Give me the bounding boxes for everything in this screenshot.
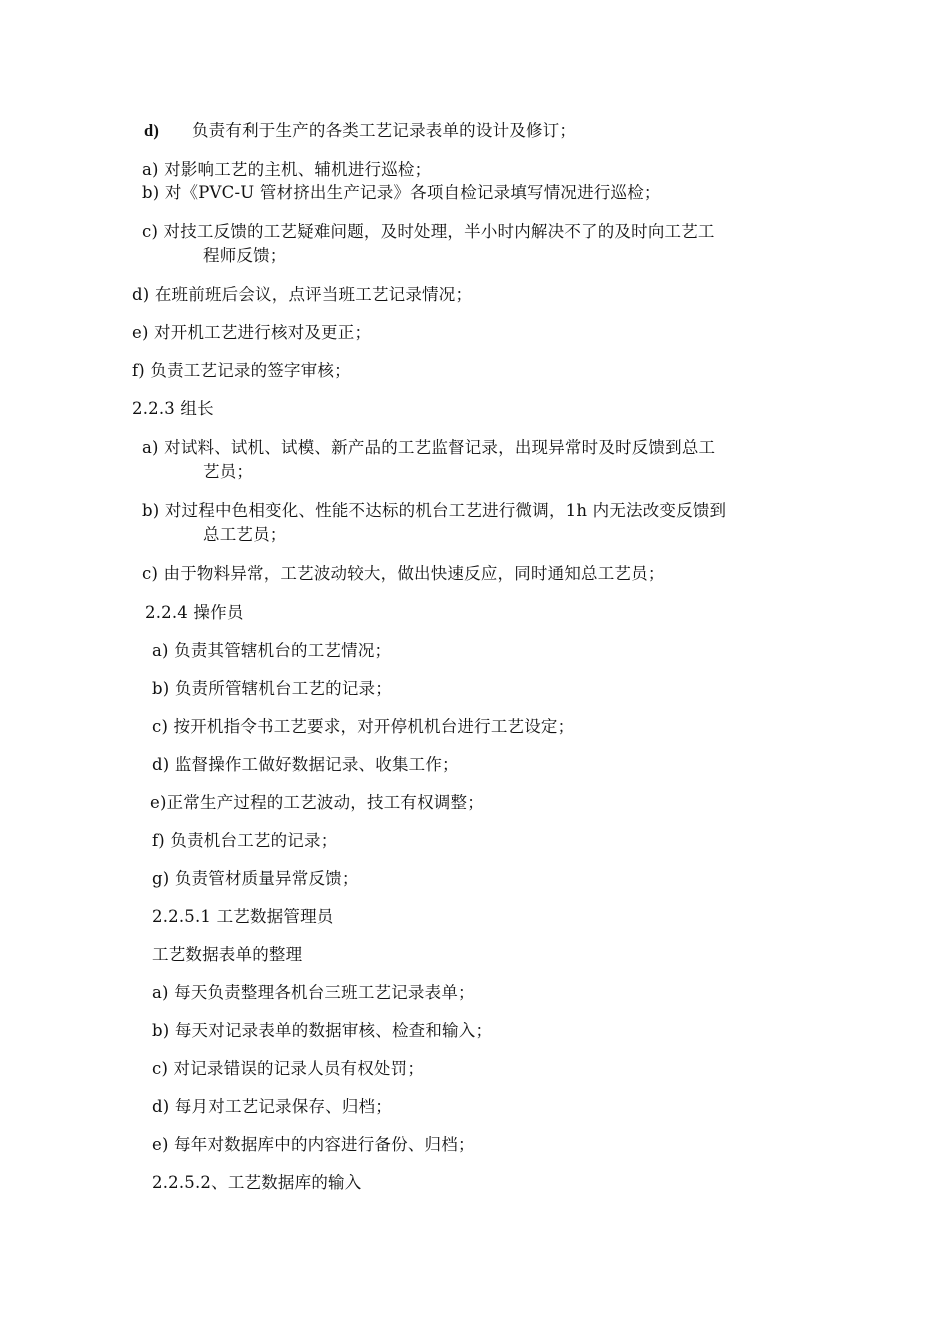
list-item: a) 对影响工艺的主机、辅机进行巡检； (142, 160, 432, 179)
list-item: a) 对试料、试机、试模、新产品的工艺监督记录，出现异常时及时反馈到总工 (142, 438, 716, 457)
list-item: e)正常生产过程的工艺波动，技工有权调整； (150, 793, 484, 812)
list-item: d) 监督操作工做好数据记录、收集工作； (152, 755, 459, 774)
section-heading: 2.2.5.1 工艺数据管理员 (152, 907, 334, 926)
list-item: b) 对过程中色相变化、性能不达标的机台工艺进行微调，1h 内无法改变反馈到 (142, 501, 727, 520)
section-heading: 2.2.4 操作员 (145, 603, 244, 622)
list-item-continuation: 总工艺员； (203, 525, 287, 544)
section-heading: 2.2.3 组长 (132, 399, 214, 418)
list-item: d) 在班前班后会议，点评当班工艺记录情况； (132, 285, 473, 304)
list-item: b) 每天对记录表单的数据审核、检查和输入； (152, 1021, 493, 1040)
list-marker: d) (144, 121, 160, 140)
list-item: e) 每年对数据库中的内容进行备份、归档； (152, 1135, 475, 1154)
list-item: d) 每月对工艺记录保存、归档； (152, 1097, 392, 1116)
list-item: f) 负责工艺记录的签字审核； (132, 361, 351, 380)
list-item: e) 对开机工艺进行核对及更正； (132, 323, 372, 342)
list-item: g) 负责管材质量异常反馈； (152, 869, 359, 888)
list-item: b) 负责所管辖机台工艺的记录； (152, 679, 392, 698)
list-item: c) 按开机指令书工艺要求，对开停机机台进行工艺设定； (152, 717, 575, 736)
list-item: f) 负责机台工艺的记录； (152, 831, 338, 850)
list-item: a) 每天负责整理各机台三班工艺记录表单； (152, 983, 475, 1002)
list-item-text: 负责有利于生产的各类工艺记录表单的设计及修订； (191, 121, 577, 140)
list-item: c) 对记录错误的记录人员有权处罚； (152, 1059, 425, 1078)
list-item-continuation: 程师反馈； (203, 246, 287, 265)
list-item-continuation: 艺员； (203, 462, 254, 481)
section-heading: 2.2.5.2、工艺数据库的输入 (152, 1173, 362, 1192)
list-item (144, 120, 576, 142)
subsection-heading: 工艺数据表单的整理 (152, 945, 303, 964)
list-item: a) 负责其管辖机台的工艺情况； (152, 641, 392, 660)
list-item: b) 对《PVC-U 管材挤出生产记录》各项自检记录填写情况进行巡检； (142, 183, 661, 202)
list-item: c) 对技工反馈的工艺疑难问题，及时处理，半小时内解决不了的及时向工艺工 (142, 222, 715, 241)
list-item: c) 由于物料异常，工艺波动较大，做出快速反应，同时通知总工艺员； (142, 564, 665, 583)
